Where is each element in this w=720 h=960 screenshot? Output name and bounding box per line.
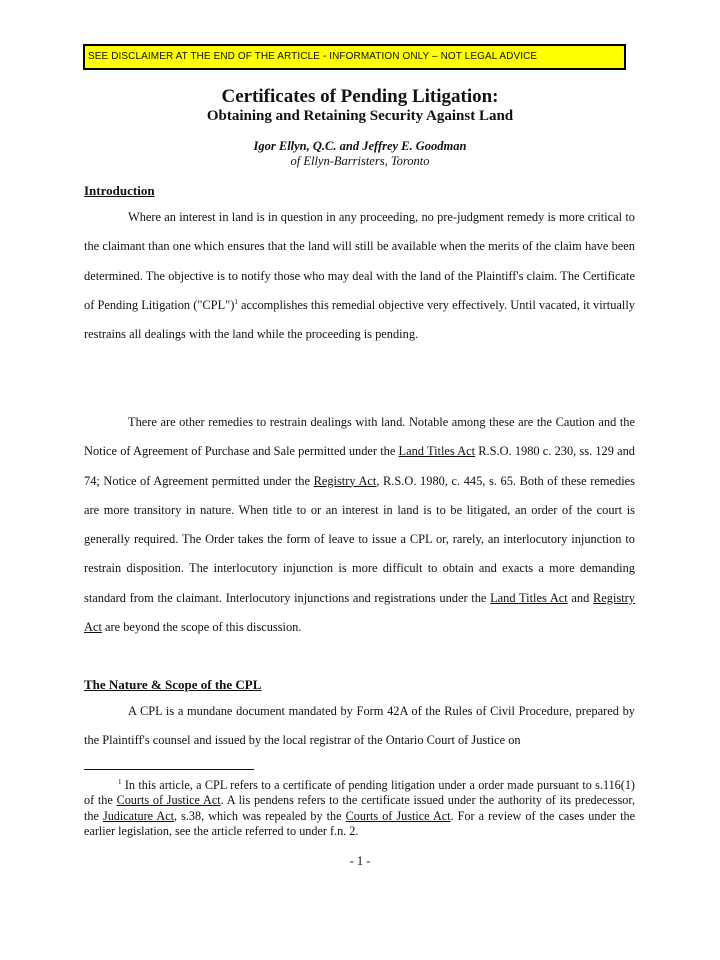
act-reference-land-titles: Land Titles Act xyxy=(398,444,476,459)
page-number: - 1 - xyxy=(349,854,371,868)
footnote-marker[interactable]: 1 xyxy=(234,297,238,306)
act-reference-judicature: Judicature Act xyxy=(102,808,175,823)
paragraph-intro-1 xyxy=(84,203,635,349)
footnote-separator xyxy=(84,769,254,770)
act-reference-courts-of-justice: Courts of Justice Act xyxy=(116,793,221,808)
disclaimer-banner: SEE DISCLAIMER AT THE END OF THE ARTICLE - INFORMATION ONLY – NOT LEGAL ADVICE xyxy=(83,44,626,70)
section-heading-nature-scope: The Nature & Scope of the CPL xyxy=(84,677,262,692)
text-span: R.S.O. 1980 c. 230, ss. 129 and 74; Notice of Agreement permitted under the xyxy=(84,444,635,488)
act-reference-land-titles: Land Titles Act xyxy=(490,590,568,605)
text-span: Where an interest in land is in question in any proceeding, no pre-judgment remedy is more critical to the claimant than one which ensures that the land will still be available when the merits of the claim have been determined. The objective is to notify those who may deal with the land of the Plaintiff's claim. The Certificate of Pending Litigation ("CPL") xyxy=(84,210,635,312)
act-reference-registry: Registry Act xyxy=(84,590,635,635)
text-span: . For a review of the cases under the earlier legislation, see the article referred to under f.n. 2. xyxy=(84,808,635,839)
affiliation: of Ellyn-Barristers, Toronto xyxy=(290,154,430,168)
paragraph-intro-2 xyxy=(84,408,635,642)
document-subtitle: Obtaining and Retaining Security Against Land xyxy=(206,108,514,124)
text-span: There are other remedies to restrain dealings with land. Notable among these are the Caution and the Notice of Agreement of Purchase and Sale permitted under the xyxy=(84,415,635,459)
footnote-number: 1 xyxy=(118,778,122,786)
act-reference-registry: Registry Act xyxy=(313,473,377,488)
text-span: , R.S.O. 1980, c. 445, s. 65. Both of these remedies are more transitory in nature. When title to or an interest in land is to be litigated, an order of the court is generally required. The Order takes the form of leave to issue a CPL or, rarely, an interlocutory injunction to restrain disposition. The interlocutory injunction is more difficult to obtain and exacts a more demanding standard from the claimant. Interlocutory injunctions and registrations under the xyxy=(84,473,635,605)
paragraph-nature-1: A CPL is a mundane document mandated by Form 42A of the Rules of Civil Procedure, prepared by the Plaintiff's counsel and issued by the local registrar of the Ontario Court of Justice on xyxy=(84,704,635,748)
text-span: accomplishes this remedial objective very effectively. Until vacated, it virtually restrains all dealings with the land while the proceeding is pending. xyxy=(84,297,635,342)
text-span: In this article, a CPL refers to a certificate of pending litigation under a order made pursuant to s.116(1) of the xyxy=(84,778,635,808)
authors: Igor Ellyn, Q.C. and Jeffrey E. Goodman xyxy=(253,139,467,153)
document-title: Certificates of Pending Litigation: xyxy=(221,86,499,107)
text-span: are beyond the scope of this discussion. xyxy=(101,620,302,635)
text-span: , s.38, which was repealed by the xyxy=(174,808,346,823)
section-heading-introduction: Introduction xyxy=(84,183,155,198)
footnote-1 xyxy=(84,778,635,840)
text-span: and xyxy=(567,590,593,605)
act-reference-courts-of-justice: Courts of Justice Act xyxy=(345,808,451,823)
text-span: . A lis pendens refers to the certificate issued under the authority of its predecessor, the xyxy=(84,793,635,823)
